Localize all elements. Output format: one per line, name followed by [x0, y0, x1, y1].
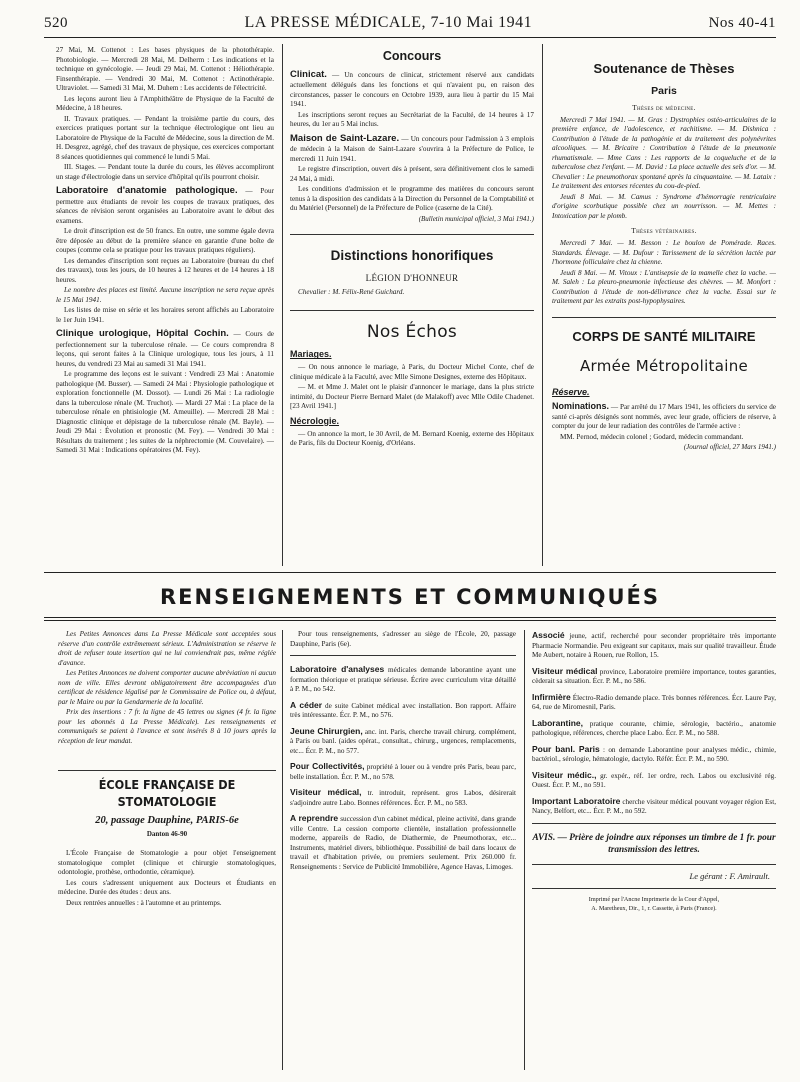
nominations-heading: Nominations.: [552, 400, 610, 411]
clinicat-heading: Clinicat.: [290, 68, 327, 80]
classified-ad: [290, 726, 516, 757]
paragraph: — Cours de perfectionnement sur la tuberculose rénale. — Ce cours comprendra 8 leçons, qui seront faites à la Clinique urologique, tous les jours, à 11 heures, du vendredi 23 Mai au samedi 31 Mai 1941.: [56, 330, 274, 368]
bottom-column-1: [58, 630, 276, 1076]
section-rule: [532, 864, 776, 865]
section-rule: [44, 617, 776, 618]
classified-ad: [532, 796, 776, 817]
classified-ad-heading: Visiteur médic.,: [532, 769, 597, 780]
section-rule: [552, 317, 776, 318]
column-3: [552, 46, 776, 570]
paragraph: 27 Mai, M. Cottenot : Les bases physiques de la photothérapie. Photobiologie. — Mercredi 28 Mai, M. Delherm : Les indications et la technique en gynécologie. — Jeudi 29 Mai, M. Cottenot : Héliothérapie. Finsenthérapie. — Vendredi 30 Mai, M. Cottenot : Actinothérapie. Ultraviolet. — Samedi 31 Mai, M. Duhem : Les accidents de l'électricité.: [56, 46, 274, 92]
notice-paragraph: Les Petites Annonces ne doivent comporter aucune abréviation ni aucun nom de ville. Elles devront obligatoirement être accompagnées d'un certificat de résidence légalisé par le Commissaire de Police ou, à défaut, par le Maire ou par la Gendarmerie de la localité.: [58, 669, 276, 706]
classified-ad-heading: Associé: [532, 630, 565, 640]
paragraph: Les cours s'adressent uniquement aux Docteurs et Étudiants en médecine. Durée des études : deux ans.: [58, 878, 276, 897]
paragraph: Le registre d'inscription, ouvert dès à présent, sera définitivement clos le samedi 24 Mai, à midi.: [290, 165, 534, 183]
classified-ad: [290, 813, 516, 872]
classified-ad-heading: Visiteur médical,: [290, 787, 362, 797]
classified-ad: [290, 700, 516, 721]
paragraph: Le nombre des places est limité. Aucune inscription ne sera reçue après le 15 Mai 1941.: [56, 286, 274, 304]
paragraph: Deux rentrées annuelles : à l'automne et au printemps.: [66, 898, 222, 907]
source-credit: (Journal officiel, 27 Mars 1941.): [683, 443, 776, 451]
theses-title: Soutenance de Thèses: [593, 61, 735, 76]
classified-ad-text: de suite Cabinet médical avec installation. Bon rapport. Affaire très intéressante. Écr. P. M., no 576.: [290, 701, 516, 719]
paragraph: Jeudi 8 Mai. — M. Camus : Syndrome d'hémorragie rentriculaire d'origine scorbutique possible chez un nourrisson. — M. Mettes : Intoxication par le plomb.: [552, 192, 776, 220]
paragraph: III. Stages. — Pendant toute la durée du cours, les élèves accompliront un stage d'électrologie dans un service d'hôpital qu'ils pourront choisir.: [56, 163, 274, 181]
section-rule: [44, 620, 776, 621]
issue-number: Nos 40-41: [708, 15, 776, 31]
column-divider: [282, 44, 283, 566]
classified-ad-heading: Visiteur médical: [532, 665, 598, 676]
corps-sante-title: CORPS DE SANTÉ MILITAIRE: [572, 328, 756, 344]
paragraph: Le programme des leçons est le suivant : Vendredi 23 Mai : Anatomie pathologique (M. Busser). — Samedi 24 Mai : Physiologie pathologique et exploration fonctionnelle (M. Dossot). — Lundi 26 Mai : La radiologie dans la tuberculose rénale (M. Truchot). — Mardi 27 Mai : La place de la tuberculose rénale en phtisiologie (M. Ameuille). — Mercredi 28 Mai : Diagnostic clinique et dépistage de la tuberculose rénale (M. Bayle). — Jeudi 29 Mai : Évolution et pronostic (M. Fey). — Vendredi 30 Mai : Résultats du traitement ; les suites de la néphrectomie (M. Couvelaire). — Samedi 31 Mai : Indications opératoires (M. Fey).: [56, 370, 274, 455]
renseignements-banner: RENSEIGNEMENTS ET COMMUNIQUÉS: [160, 585, 660, 609]
school-title: ÉCOLE FRANÇAISE DE STOMATOLOGIE: [98, 777, 236, 809]
paragraph: — Pour permettre aux étudiants de revoir les coupes de travaux pratiques, des séances de révision seront organisées au Laboratoire avant le début des examens.: [56, 187, 274, 225]
column-1: [56, 46, 274, 566]
paragraph: Mercredi 7 Mai. — M. Besson : Le boulon de Pomérade. Races. Standards. Élevage. — M. Dufour : Tarissement de la sécrétion lactée par l'hormone folliculaire chez la chienne.: [552, 239, 776, 267]
armee-heading: Armée Métropolitaine: [579, 356, 749, 375]
classified-ad: [532, 718, 776, 739]
paragraph: II. Travaux pratiques. — Pendant la troisième partie du cours, des exercices pratiques portant sur la technique électrologique ont lieu au Laboratoire de Physique de la Faculté de Médecine, sous la direction de M. H. Desgrez, agrégé, chef des travaux de physique, ces exercices comportant 8 séances quotidiennes qui commencé le lundi 5 Mai.: [56, 114, 274, 161]
source-credit: (Bulletin municipal officiel, 3 Mai 1941.): [418, 214, 534, 223]
section-rule: [290, 655, 516, 656]
column-divider: [524, 630, 525, 1070]
gerant-signature: Le gérant : F. Amirault.: [689, 870, 770, 881]
avis-notice: AVIS. — Prière de joindre aux réponses un timbre de 1 fr. pour transmission des lettres.: [532, 832, 776, 855]
paragraph: Chevalier : M. Félix-René Guichard.: [298, 288, 405, 297]
bottom-column-2: [290, 630, 516, 1076]
classified-ad-text: tr. introduit, représent. gros Labos, désirerait s'adjoindre autre Labo. Bonnes références. Écr. P. M., no 583.: [290, 789, 516, 807]
these-medecine-heading: Thèses de médecine.: [632, 103, 696, 113]
legion-heading: LÉGION D'HONNEUR: [365, 272, 459, 283]
classified-ad: [290, 761, 516, 782]
column-2: [290, 46, 534, 566]
classified-ad-text: : on demande Laborantine pour analyses médic., chimie, bactériol., sérologie, hématologie, dactylo. Référ. Écr. P. M., no 590.: [532, 745, 776, 763]
classified-ad-heading: Infirmière: [532, 691, 571, 702]
reserve-heading: Réserve.: [552, 386, 590, 397]
section-heading: Clinique urologique, Hôpital Cochin.: [56, 328, 229, 340]
distinctions-title: Distinctions honorifiques: [330, 247, 494, 263]
classified-ad: [290, 664, 516, 695]
classified-ad: [532, 770, 776, 791]
classified-ad-text: succession d'un cabinet médical, pleine activité, dans grande ville Centre. La cession comporte clientèle, installation professionnelle moderne, appareils de Radio, de Diathermie, de Pneumothorax, etc... Instruments, matériel divers, bibliothèque. Possibilité de bail dans locaux de travail et d'habitation privée, ou premiers seulement. Prix 260.000 fr. Renseignements : Service de Publicité Immobilière, Agence Havas, Limoges.: [290, 815, 516, 871]
mariages-heading: Mariages.: [290, 349, 332, 360]
paragraph: MM. Pernod, médecin colonel ; Godard, médecin commandant.: [560, 432, 744, 441]
page-header: [44, 14, 776, 36]
paragraph: Les inscriptions seront reçues au Secrétariat de la Faculté, de 14 heures à 17 heures, du 1er au 5 Mai inclus.: [290, 110, 534, 129]
school-address: 20, passage Dauphine, PARIS-6e: [95, 815, 239, 826]
notice-paragraph: Prix des insertions : 7 fr. la ligne de 45 lettres ou signes (4 fr. la ligne pour les abonnés à La Presse Médicale). Les renseignements et communiqués se paient à l'avance et sont insérés 8 à 10 jours après la réception de leur mandat.: [58, 708, 276, 745]
paragraph: L'École Française de Stomatologie a pour objet l'enseignement stomatologique complet (clinique et chirurgie stomatologiques, odontologie, prothèse, orthodontie, céramique).: [58, 849, 276, 877]
classified-ad-heading: Pour banl. Paris: [532, 743, 600, 754]
classified-ad-heading: Jeune Chirurgien,: [290, 725, 363, 736]
lazare-heading: Maison de Saint-Lazare.: [290, 132, 400, 144]
classified-ad-heading: A reprendre: [290, 813, 339, 823]
classified-ad-heading: Important Laboratoire: [532, 795, 621, 806]
paragraph: Les leçons auront lieu à l'Amphithéâtre de Physique de la Faculté de Médecine, à 18 heures.: [56, 94, 274, 112]
these-veterinaire-heading: Thèses vétérinaires.: [631, 226, 697, 236]
classified-ad-text: cherche visiteur médical pouvant voyager région Est, Nancy, Belfort, etc... Écr. P. M., no 592.: [532, 797, 776, 815]
section-rule: [290, 234, 534, 235]
printer-credit: [532, 895, 776, 914]
concours-title: Concours: [382, 49, 442, 63]
column-divider: [542, 44, 543, 566]
school-phone: Danton 46-90: [146, 829, 188, 838]
paragraph: Les listes de mise en série et les horaires seront affichés au Laboratoire le 1er Juin 1941.: [56, 306, 274, 324]
bottom-column-3: [532, 630, 776, 1076]
paragraph: — On annonce la mort, le 30 Avril, de M. Bernard Koenig, externe des Hôpitaux de Paris, fils du Docteur Koenig, d'Orléans.: [290, 429, 534, 448]
paragraph: — Par arrêté du 17 Mars 1941, les officiers du service de santé ci-après désignés sont nommés, avec leur grade, officiers de réserve, à compter du jour de leur radiation des contrôles de l'armée active :: [552, 402, 776, 430]
paragraph: — M. et Mme J. Malet ont le plaisir d'annoncer le mariage, dans la plus stricte intimité, du Docteur Pierre Bernard Malet (de Malakoff) avec Mlle Odile Chadenet. [23 Avril 1941.]: [290, 383, 534, 411]
paragraph: — Un concours de clinicat, strictement réservé aux candidats actuellement délégués dans les fonctions et qui n'avaient pu, en raison des circonstances, passer le concours en Octobre 1939, aura lieu à partir du 15 Mai 1941.: [290, 70, 534, 109]
paragraph: — On nous annonce le mariage, à Paris, du Docteur Michel Conte, chef de clinique médicale à la Faculté, avec Mlle Simone Designes, externe des Hôpitaux.: [290, 363, 534, 381]
paragraph: Mercredi 7 Mai 1941. — M. Gras : Dystrophies ostéo-articulaires de la première enfance, de l'adolescence, et rachitisme. — M. Dishnica : Contribution à l'étude de la pathogénie et du traitement des polynévrites alcooliques. — M. Bricaire : Contribution à l'étude de la pneumonie rhumatismale. — Mme Cans : Les rapports de la coqueluche et de la tuberculose chez l'enfant. — M. David : La place actuelle des sels d'or. — M. Chevalier : Le pneumothorax spontané après la cinquantaine. — M. Lataix : Le traitement des entorses récentes du cou-de-pied.: [552, 115, 776, 191]
classified-ad-heading: Pour Collectivités,: [290, 761, 365, 771]
paragraph: Le droit d'inscription est de 50 francs. En outre, une somme égale devra être déposée au début de la première séance en garantie d'une boîte de coupes (comme cela se pratique pour les travaux pratiques réguliers).: [56, 227, 274, 255]
echos-title: Nos Échos: [366, 321, 458, 342]
paragraph: Les conditions d'admission et le programme des matières du concours seront tenus à la disposition des candidats à la Direction du Personnel de la Comptabilité et du Matériel (Personnel) de la Préfecture de Police (caserne de la Cité).: [290, 185, 534, 213]
paragraph: Les demandes d'inscription sont reçues au Laboratoire (bureau du chef des travaux), tous les jours, de 10 heures à 12 heures et de 14 heures à 18 heures.: [56, 256, 274, 284]
classified-ad: [290, 787, 516, 808]
section-rule: [532, 888, 776, 889]
section-rule: [290, 310, 534, 311]
classified-ad: [532, 692, 776, 713]
classified-ad: [532, 666, 776, 687]
printer-line: Imprimé par l'Ancne Imprimerie de la Cour d'Appel,: [588, 895, 720, 903]
classified-ad-heading: A céder: [290, 699, 323, 710]
classified-ad-text: médicales demande laborantine ayant une formation théorique et pratique sérieuse. Écrire avec curriculum vitæ détaillé à P. M., no 542.: [290, 666, 516, 693]
classified-ads: [290, 664, 516, 872]
printer-line: A. Maretheux, Dir., 1, r. Cassette, à Paris (France).: [591, 905, 717, 913]
classified-ad-text: propriété à louer ou à vendre près Paris, beau parc, belle installation. Écr. P. M., no 578.: [290, 763, 516, 781]
paragraph: Pour tous renseignements, s'adresser au siège de l'École, 20, passage Dauphine, Paris (6e).: [290, 630, 516, 648]
classified-ad-text: province, Laboratoire première importance, toutes garanties, cèderait sa situation. Écr. P. M., no 586.: [532, 667, 776, 685]
section-rule: [532, 823, 776, 824]
classified-ad-text: anc. int. Paris, cherche travail chirurg. complément, à Paris ou banl. (aides opérat., consultat., chirurg., urgences, remplacements, etc... Écr. P. M., no 577.: [290, 727, 516, 755]
paragraph: — Un concours pour l'admission à 3 emplois de médecin à la Maison de Saint-Lazare s'ouvrira à la Préfecture de Police, le mercredi 11 Juin 1941.: [290, 134, 534, 163]
paris-heading: Paris: [651, 85, 677, 98]
header-rule: [44, 37, 776, 38]
classified-ad: [532, 744, 776, 765]
necrologie-heading: Nécrologie.: [290, 415, 340, 426]
classified-ad: [532, 630, 776, 661]
classified-ad-text: jeune, actif, recherché pour seconder propriétaire très importante Pharmacie Normandie. Peu exigeant sur capitaux, mais sur qualité travailleur. Étude Me Aubert, notaire à Rouen, rue Rollon, 15.: [532, 632, 776, 659]
column-divider: [282, 630, 283, 1070]
notice-paragraph: Les Petites Annonces dans La Presse Médicale sont acceptées sous réserve d'un contrôle extrêmement sérieux. L'Administration se réserve le droit de refuser toute insertion qui ne lui conviendrait pas, même réglée d'avance.: [58, 630, 276, 667]
section-heading: Laboratoire d'anatomie pathologique.: [56, 185, 238, 196]
classified-ad-text: gr. expér., réf. 1er ordre, rech. Labos ou exclusivité rég. Ouest. Écr. P. M., no 591.: [532, 771, 776, 789]
classified-ad-heading: Laboratoire d'analyses: [290, 664, 385, 674]
classified-ad-text: pratique courante, chimie, sérologie, bactério., anatomie pathologique, références, cherche place Labo. Écr. P. M., no 588.: [532, 719, 776, 737]
section-rule: [58, 770, 276, 771]
section-rule: [44, 572, 776, 573]
classified-ad-text: Électro-Radio demande place. Très bonnes références. Écr. Laure Pay, 64, rue de Miromesnil, Paris.: [532, 693, 776, 711]
classified-ads: [532, 630, 776, 817]
paragraph: Jeudi 8 Mai. — M. Vitoux : L'antisepsie de la mamelle chez la vache. — M. Saleh : La pleuro-pneumonie infectieuse des chèvres. — M. Monfort : Contribution à l'étude de non-délivrance chez la vache. Essai sur le traitement par les extraits post-hypophysaires.: [552, 268, 776, 306]
journal-title: LA PRESSE MÉDICALE, 7-10 Mai 1941: [244, 14, 533, 31]
classified-ad-heading: Laborantine,: [532, 717, 584, 728]
page-number: 520: [44, 15, 68, 31]
